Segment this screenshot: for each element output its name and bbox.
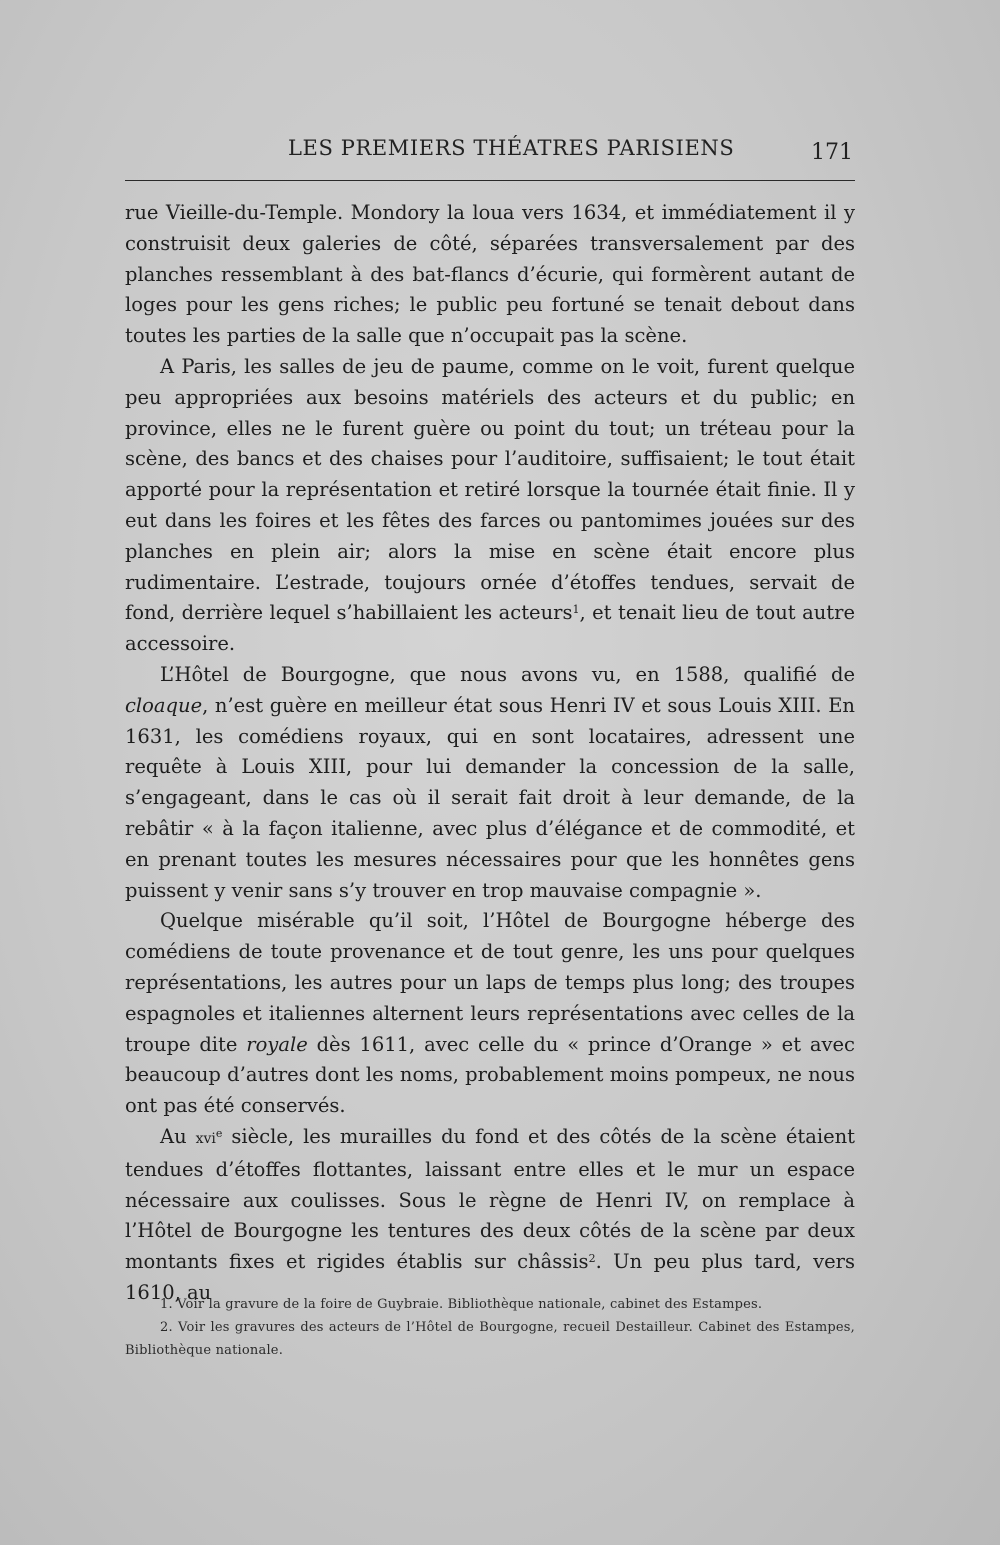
paragraph-2-text-end: , et tenait lieu de tout autre accessoire.	[125, 601, 855, 656]
paragraph-3-text: L’Hôtel de Bourgogne, que nous avons vu, en 1588, qualifié de	[160, 662, 855, 686]
paragraph-2-text: A Paris, les salles de jeu de paume, comme on le voit, furent quelque peu appropriées aux besoins matériels des acteurs et du public; en province, elles ne le furent guère ou point du tout; un tréteau pour la scène, des bancs et des chaises pour l’auditoire, suffisaient; le tout était apporté pour la représentation et retiré lorsque la tournée était finie. Il y eut dans les foires et les fêtes des farces ou pantomimes jouées sur des planches en plein air; alors la mise en scène était encore plus rudimentaire. L’estrade, toujours ornée d’étoffes tendues, servait de fond, derrière lequel s’habillaient les acteurs	[125, 354, 855, 625]
paragraph-1: rue Vieille-du-Temple. Mondory la loua vers 1634, et immédiatement il y construisit deux galeries de côté, séparées transversalement par des planches ressemblant à des bat-flancs d’écurie, qui formèrent autant de loges pour les gens riches; le public peu fortuné se tenait debout dans toutes les parties de la salle que n’occupait pas la scène.	[125, 201, 855, 348]
paragraph-4-text-end: dès 1611, avec celle du « prince d’Orange » et avec beaucoup d’autres dont les noms, probablement moins pompeux, ne nous ont pas été conservés.	[125, 1032, 855, 1118]
header-rule	[125, 180, 855, 181]
paragraph-3	[125, 660, 855, 906]
paragraph-5-au: Au	[160, 1124, 196, 1148]
footnote-1: 1. Voir la gravure de la foire de Guybraie. Bibliothèque nationale, cabinet des Estampes.	[160, 1297, 763, 1312]
body-text	[125, 198, 855, 1309]
footnote-ref-2: 2	[588, 1252, 596, 1266]
century-superscript: e	[215, 1126, 223, 1140]
page-number: 171	[811, 140, 853, 165]
paragraph-2	[125, 352, 855, 660]
paragraph-3-text-end: , n’est guère en meilleur état sous Henri IV et sous Louis XIII. En 1631, les comédiens royaux, qui en sont locataires, adressent une requête à Louis XIII, pour lui demander la concession de la salle, s’engageant, dans le cas où il serait fait droit à leur demande, de la rebâtir « à la façon italienne, avec plus d’élégance et de commodité, et en prenant toutes les mesures nécessaires pour que les honnêtes gens puissent y venir sans s’y trouver en trop mauvaise compagnie ».	[125, 693, 855, 902]
italic-term-royale: royale	[246, 1032, 308, 1056]
running-header	[125, 132, 855, 172]
paragraph-4-text: Quelque misérable qu’il soit, l’Hôtel de Bourgogne héberge des comédiens de toute provenance et de tout genre, les uns pour quelques représentations, les autres pour un laps de temps plus long; des troupes espagnoles et italiennes alternent leurs représentations avec celles de la troupe dite	[125, 909, 855, 1056]
footnote-ref-1: 1	[572, 603, 580, 617]
paragraph-5-text-end: . Un peu plus tard, vers 1610, au	[125, 1250, 856, 1304]
running-title: LES PREMIERS THÉATRES PARISIENS	[288, 136, 735, 160]
paragraph-4	[125, 906, 855, 1122]
italic-term-cloaque: cloaque	[125, 693, 203, 717]
century-numeral: xvi	[195, 1130, 216, 1147]
footnote-2: 2. Voir les gravures des acteurs de l’Hôtel de Bourgogne, recueil Destailleur. Cabinet des Estampes, Bibliothèque nationale.	[125, 1320, 855, 1358]
paragraph-5-text: siècle, les murailles du fond et des côtés de la scène étaient tendues d’étoffes flottantes, laissant entre elles et le mur un espace nécessaire aux coulisses. Sous le règne de Henri IV, on remplace à l’Hôtel de Bourgogne les tentures des deux côtés de la scène par deux montants fixes et rigides établis sur châssis	[125, 1124, 855, 1274]
paragraph-5	[125, 1122, 855, 1309]
footnotes	[125, 1293, 855, 1362]
